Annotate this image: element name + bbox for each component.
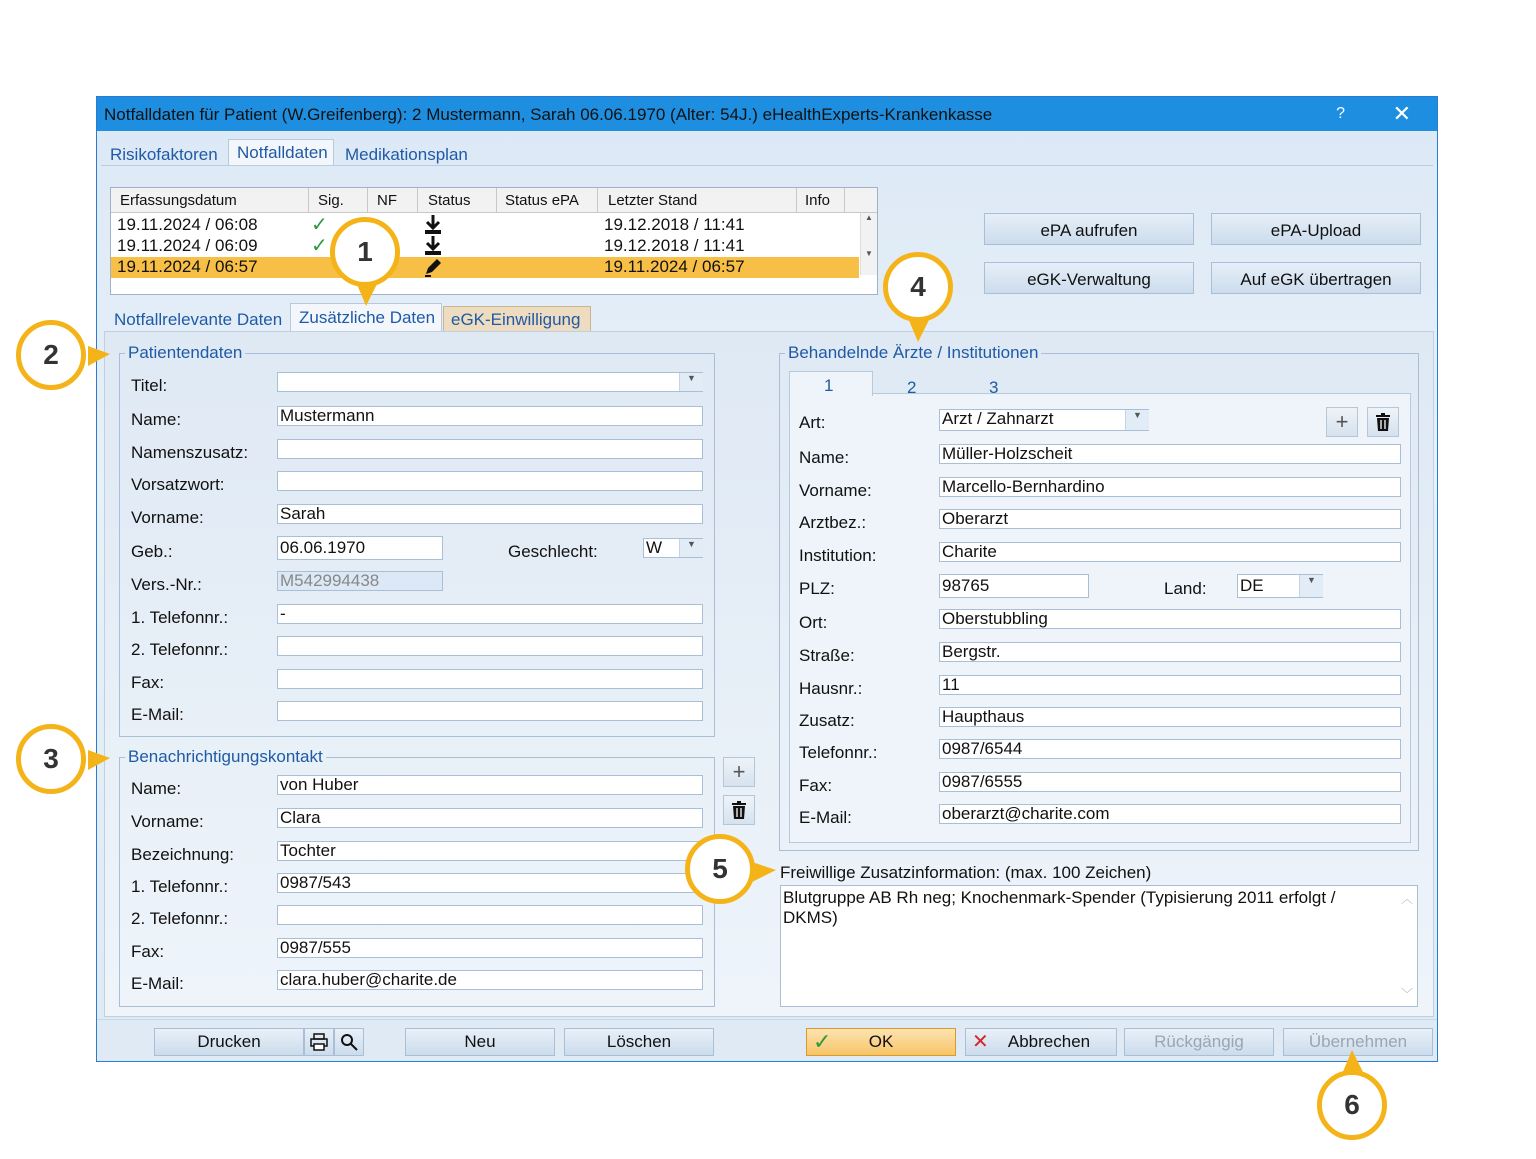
contact-fax-field[interactable]: 0987/555 [277, 938, 703, 958]
geb-label: Geb.: [131, 542, 173, 561]
tab-notfalldaten[interactable]: Notfalldaten [237, 143, 328, 162]
col-sig[interactable]: Sig. [318, 192, 344, 209]
auf-egk-label: Auf eGK übertragen [1240, 270, 1392, 289]
arztbez-label: Arztbez.: [799, 513, 867, 532]
help-button[interactable]: ? [1336, 105, 1345, 122]
tab-medikationsplan[interactable]: Medikationsplan [345, 145, 468, 164]
doctor-vorname-label: Vorname: [799, 481, 872, 500]
cell-date: 19.11.2024 / 06:08 [117, 215, 258, 234]
callout-4: 4 [883, 252, 953, 322]
name-label: Name: [131, 410, 182, 429]
scroll-down-icon[interactable]: ﹀ [1400, 987, 1413, 1001]
callout-2: 2 [16, 320, 86, 390]
titel-label: Titel: [131, 376, 168, 395]
cell-stand: 19.12.2018 / 11:41 [604, 215, 745, 234]
versnr-label: Vers.-Nr.: [131, 575, 202, 594]
rueckgaengig-button[interactable]: Rückgängig [1124, 1028, 1274, 1056]
doctor-tab-3[interactable]: 3 [989, 378, 999, 397]
contact-tel1-field[interactable]: 0987/543 [277, 873, 703, 893]
doctor-name-label: Name: [799, 448, 850, 467]
doctor-fax-label: Fax: [799, 776, 833, 795]
contact-tel1-label: 1. Telefonnr.: [131, 877, 229, 896]
geschlecht-select[interactable]: W [643, 538, 703, 558]
land-label: Land: [1164, 579, 1207, 598]
strasse-field[interactable]: Bergstr. [939, 642, 1401, 662]
doctors-legend: Behandelnde Ärzte / Institutionen [788, 343, 1039, 362]
check-icon: ✓ [311, 235, 328, 257]
vorname-field[interactable]: Sarah [277, 504, 703, 524]
callout-6: 6 [1317, 1070, 1387, 1140]
contact-vorname-field[interactable]: Clara [277, 808, 703, 828]
egk-verwaltung-label: eGK-Verwaltung [1027, 270, 1151, 289]
cell-date: 19.11.2024 / 06:09 [117, 236, 258, 255]
epa-upload-label: ePA-Upload [1270, 221, 1362, 240]
col-info[interactable]: Info [805, 192, 831, 209]
chevron-down-icon[interactable]: ▼ [1299, 575, 1323, 597]
callout-3: 3 [16, 724, 86, 794]
tab-zusaetzliche-daten[interactable]: Zusätzliche Daten [299, 308, 436, 327]
art-label: Art: [799, 413, 826, 432]
chevron-down-icon[interactable]: ▼ [679, 539, 703, 557]
drucken-button[interactable]: Drucken [154, 1028, 304, 1056]
cancel-x-icon: ✕ [972, 1031, 989, 1053]
chevron-down-icon[interactable]: ▼ [679, 373, 703, 391]
chevron-down-icon[interactable]: ▼ [1125, 410, 1149, 430]
name-field[interactable]: Mustermann [277, 406, 703, 426]
scroll-up-icon[interactable]: ︿ [1400, 892, 1413, 906]
institution-label: Institution: [799, 546, 877, 565]
hausnr-label: Hausnr.: [799, 679, 863, 698]
col-erfassungsdatum[interactable]: Erfassungsdatum [120, 192, 237, 209]
doctor-telefon-field[interactable]: 0987/6544 [939, 739, 1401, 759]
ok-label: OK [868, 1032, 894, 1051]
col-letzter-stand[interactable]: Letzter Stand [608, 192, 698, 209]
institution-field[interactable]: Charite [939, 542, 1401, 562]
geschlecht-label: Geschlecht: [508, 542, 598, 561]
contact-tel2-label: 2. Telefonnr.: [131, 909, 229, 928]
cell-date: 19.11.2024 / 06:57 [117, 257, 258, 276]
check-icon: ✓ [813, 1029, 832, 1054]
zusatz-label: Zusatz: [799, 711, 855, 730]
doctor-telefon-label: Telefonnr.: [799, 743, 878, 762]
plz-field[interactable]: 98765 [939, 574, 1089, 598]
doctor-name-field[interactable]: Müller-Holzscheit [939, 444, 1401, 464]
check-icon: ✓ [311, 214, 328, 236]
doctor-fax-field[interactable]: 0987/6555 [939, 772, 1401, 792]
abbrechen-label: Abbrechen [1007, 1032, 1091, 1051]
tab-notfallrelevante-daten[interactable]: Notfallrelevante Daten [114, 310, 283, 329]
patient-legend: Patientendaten [128, 343, 243, 362]
plus-icon: + [1335, 409, 1349, 434]
contact-name-field[interactable]: von Huber [277, 775, 703, 795]
col-status-epa[interactable]: Status ePA [505, 192, 579, 209]
contact-name-label: Name: [131, 779, 182, 798]
doctor-email-label: E-Mail: [799, 808, 852, 827]
zusatzinfo-label: Freiwillige Zusatzinformation: (max. 100 Zeichen) [780, 863, 1152, 882]
ort-field[interactable]: Oberstubbling [939, 609, 1401, 629]
doctor-vorname-field[interactable]: Marcello-Bernhardino [939, 477, 1401, 497]
vorsatzwort-label: Vorsatzwort: [131, 475, 225, 494]
close-button[interactable]: ✕ [1392, 101, 1411, 126]
window-title: Notfalldaten für Patient (W.Greifenberg): 2 Mustermann, Sarah 06.06.1970 (Alter: 54J.) eHealthExperts-Krankenkasse [104, 105, 993, 124]
tel1-field[interactable]: - [277, 604, 703, 624]
contact-fax-label: Fax: [131, 942, 165, 961]
tel2-label: 2. Telefonnr.: [131, 640, 229, 659]
land-select[interactable]: DE [1237, 574, 1323, 598]
tab-risikofaktoren[interactable]: Risikofaktoren [110, 145, 218, 164]
strasse-label: Straße: [799, 646, 855, 665]
hausnr-field[interactable]: 11 [939, 675, 1401, 695]
plus-icon: + [732, 759, 746, 784]
arztbez-field[interactable]: Oberarzt [939, 509, 1401, 529]
uebernehmen-button[interactable]: Übernehmen [1283, 1028, 1433, 1056]
cell-stand: 19.11.2024 / 06:57 [604, 257, 745, 276]
namenszusatz-label: Namenszusatz: [131, 443, 249, 462]
epa-aufrufen-label: ePA aufrufen [1040, 221, 1138, 240]
callout-5: 5 [685, 834, 755, 904]
geb-field[interactable]: 06.06.1970 [277, 536, 443, 560]
contact-vorname-label: Vorname: [131, 812, 204, 831]
loeschen-button[interactable]: Löschen [564, 1028, 714, 1056]
doctor-email-field[interactable]: oberarzt@charite.com [939, 804, 1401, 824]
contact-email-label: E-Mail: [131, 974, 184, 993]
doctor-tab-2[interactable]: 2 [907, 378, 917, 397]
bezeichnung-field[interactable]: Tochter [277, 841, 703, 861]
bezeichnung-label: Bezeichnung: [131, 845, 235, 864]
tab-egk-einwilligung[interactable]: eGK-Einwilligung [451, 310, 581, 329]
zusatzinfo-text: Blutgruppe AB Rh neg; Knochenmark-Spender (Typisierung 2011 erfolgt / DKMS) [783, 888, 1336, 927]
col-nf[interactable]: NF [377, 192, 397, 209]
callout-1: 1 [330, 217, 400, 287]
tel1-label: 1. Telefonnr.: [131, 608, 229, 627]
doctor-tab-1[interactable]: 1 [824, 376, 834, 395]
fax-label: Fax: [131, 673, 165, 692]
contact-legend: Benachrichtigungskontakt [128, 747, 323, 766]
contact-email-field[interactable]: clara.huber@charite.de [277, 970, 703, 990]
versnr-field: M542994438 [277, 571, 443, 591]
col-status[interactable]: Status [428, 192, 471, 209]
email-label: E-Mail: [131, 705, 184, 724]
plz-label: PLZ: [799, 579, 835, 598]
cell-stand: 19.12.2018 / 11:41 [604, 236, 745, 255]
ort-label: Ort: [799, 613, 828, 632]
neu-button[interactable]: Neu [405, 1028, 555, 1056]
zusatz-field[interactable]: Haupthaus [939, 707, 1401, 727]
vorname-label: Vorname: [131, 508, 204, 527]
art-select[interactable]: Arzt / Zahnarzt [939, 409, 1149, 431]
table-scrollbar[interactable]: ▲ ▼ [860, 213, 877, 275]
